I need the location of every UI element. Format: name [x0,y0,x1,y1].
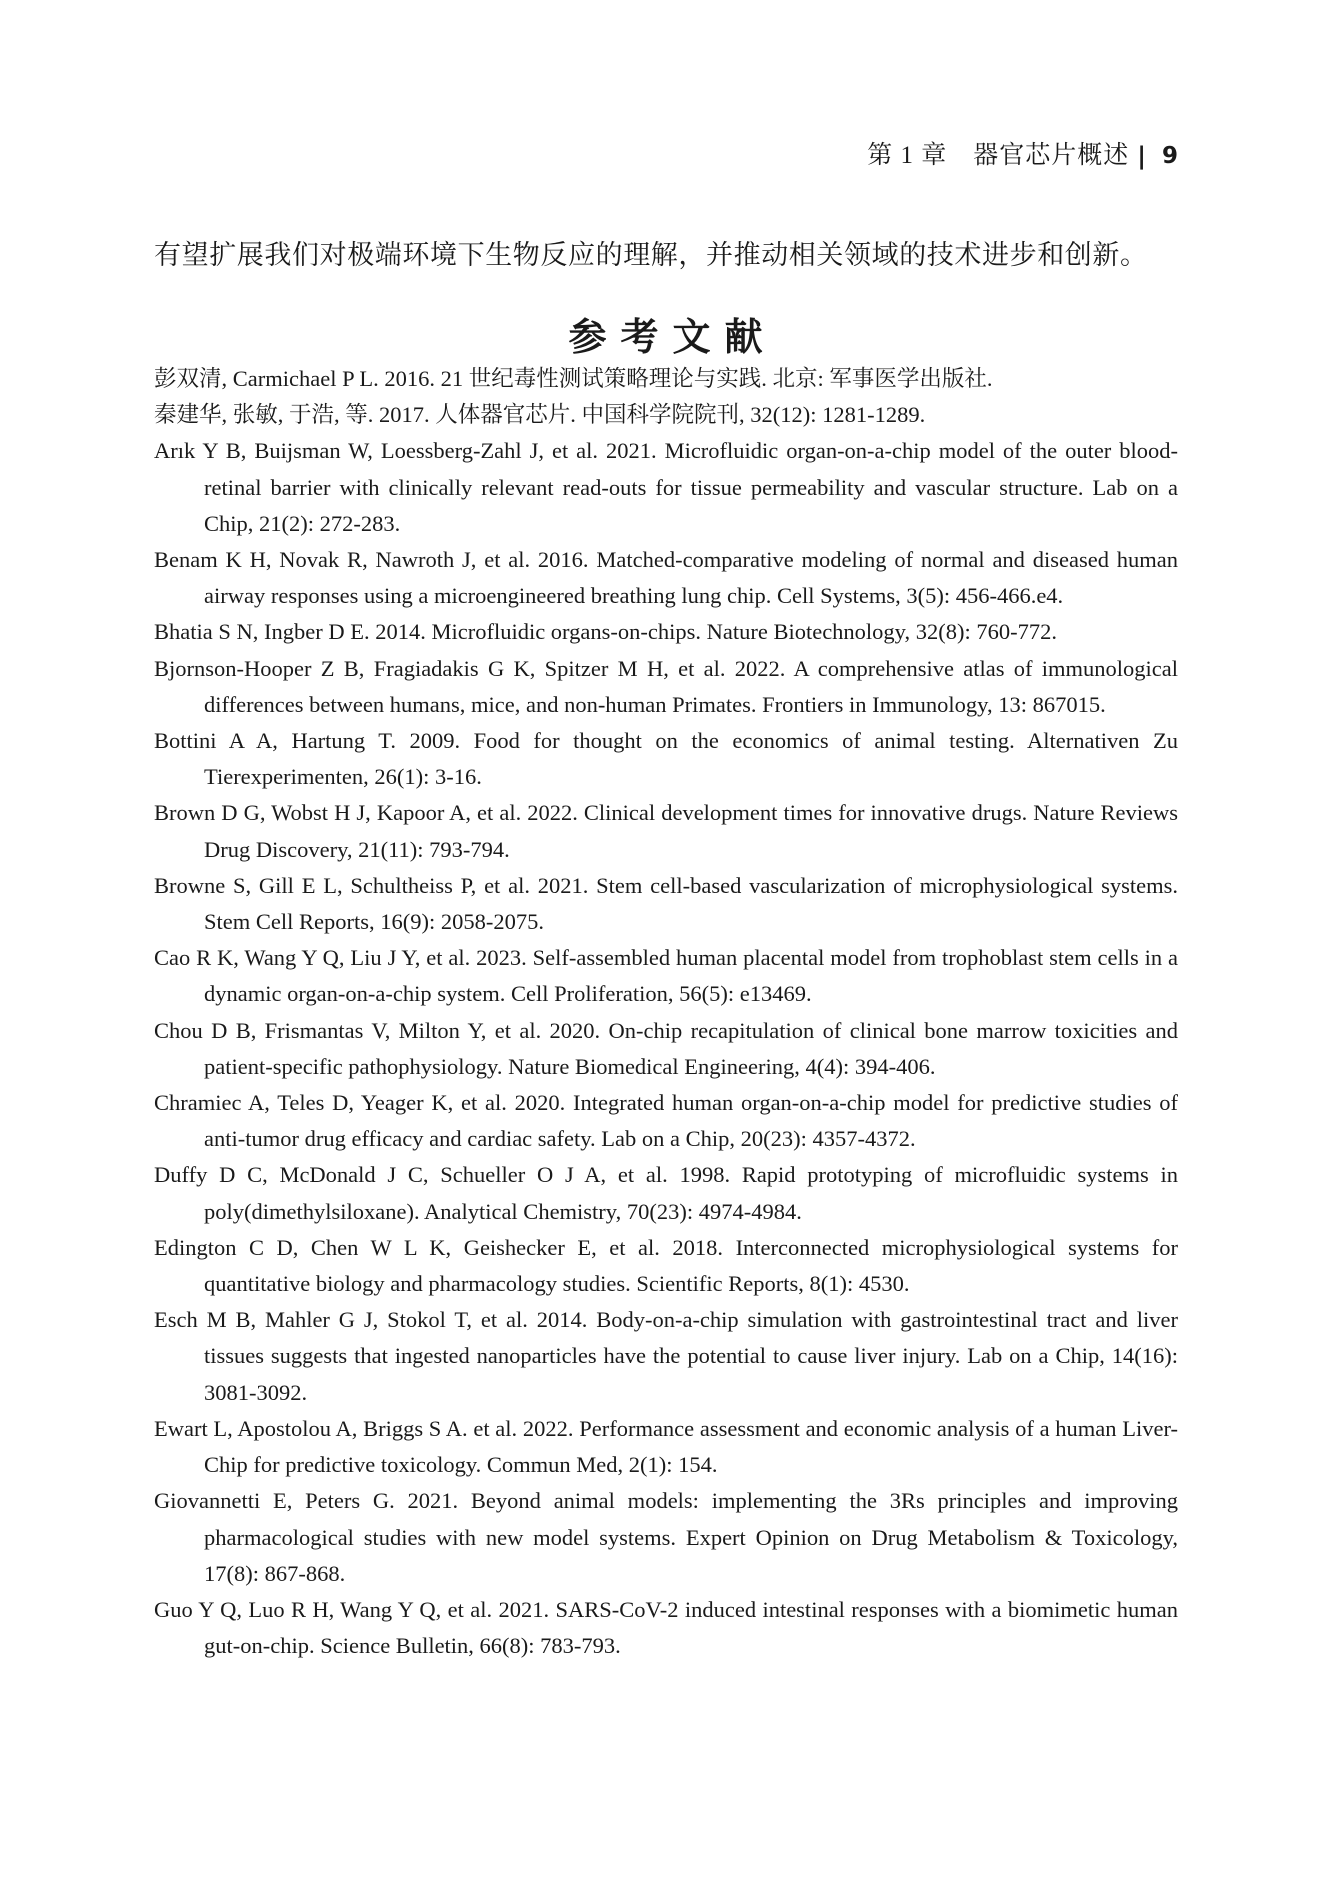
references-heading: 参考文献 [568,314,777,359]
reference-item: Duffy D C, McDonald J C, Schueller O J A, et al. 1998. Rapid prototyping of microfluidic systems in poly(dimethylsiloxane). Analytical Chemistry, 70(23): 4974-4984. [154,1162,1178,1224]
reference-item: Arık Y B, Buijsman W, Loessberg-Zahl J, et al. 2021. Microfluidic organ-on-a-chip model of the outer blood-retinal barrier with clinically relevant read-outs for tissue permeability and vascular structure. Lab on a Chip, 21(2): 272-283. [154,438,1178,536]
chapter-title: 第 1 章 器官芯片概述 [867,142,1130,169]
reference-item: 彭双清, Carmichael P L. 2016. 21 世纪毒性测试策略理论与实践. 北京: 军事医学出版社. [154,366,993,391]
reference-item: Edington C D, Chen W L K, Geishecker E, et al. 2018. Interconnected microphysiological systems for quantitative biology and pharmacology studies. Scientific Reports, 8(1): 4530. [154,1234,1178,1297]
header-separator: | [1137,142,1146,170]
reference-item: Cao R K, Wang Y Q, Liu J Y, et al. 2023. Self-assembled human placental model from trophoblast stem cells in a dynamic organ-on-a-chip system. Cell Proliferation, 56(5): e13469. [154,945,1178,1007]
reference-item: Chou D B, Frismantas V, Milton Y, et al. 2020. On-chip recapitulation of clinical bone marrow toxicities and patient-specific pathophysiology. Nature Biomedical Engineering, 4(4): 394-406. [154,1017,1178,1079]
reference-item: Chramiec A, Teles D, Yeager K, et al. 2020. Integrated human organ-on-a-chip model for predictive studies of anti-tumor drug efficacy and cardiac safety. Lab on a Chip, 20(23): 4357-4372. [154,1090,1178,1152]
reference-item: Bhatia S N, Ingber D E. 2014. Microfluidic organs-on-chips. Nature Biotechnology, 32(8): 760-772. [154,619,1057,645]
page-number: 9 [1161,143,1178,169]
reference-item: Browne S, Gill E L, Schultheiss P, et al. 2021. Stem cell-based vascularization of microphysiological systems. Stem Cell Reports, 16(9): 2058-2075. [154,872,1178,935]
body-paragraph: 有望扩展我们对极端环境下生物反应的理解，并推动相关领域的技术进步和创新。 [154,240,1148,270]
reference-item: Giovannetti E, Peters G. 2021. Beyond animal models: implementing the 3Rs principles and improving pharmacological studies with new model systems. Expert Opinion on Drug Metabolism & Toxicology, 17(8): 867-868. [154,1488,1178,1586]
reference-item: Esch M B, Mahler G J, Stokol T, et al. 2014. Body-on-a-chip simulation with gastrointestinal tract and liver tissues suggests that ingested nanoparticles have the potential to cause liver injury. Lab on a Chip, 14(16): 3081-3092. [154,1307,1178,1405]
reference-item: Ewart L, Apostolou A, Briggs S A. et al. 2022. Performance assessment and economic analysis of a human Liver-Chip for predictive toxicology. Commun Med, 2(1): 154. [154,1415,1178,1478]
reference-item: Guo Y Q, Luo R H, Wang Y Q, et al. 2021. SARS-CoV-2 induced intestinal responses with a biomimetic human gut-on-chip. Science Bulletin, 66(8): 783-793. [154,1596,1178,1659]
running-header [867,140,1178,172]
reference-item: 秦建华, 张敏, 于浩, 等. 2017. 人体器官芯片. 中国科学院院刊, 32(12): 1281-1289. [154,402,926,428]
reference-item: Bottini A A, Hartung T. 2009. Food for thought on the economics of animal testing. Alternativen Zu Tierexperimenten, 26(1): 3-16. [154,728,1178,790]
reference-item: Benam K H, Novak R, Nawroth J, et al. 2016. Matched-comparative modeling of normal and diseased human airway responses using a microengineered breathing lung chip. Cell Systems, 3(5): 456-466.e4. [154,547,1178,609]
reference-list [154,361,1178,1664]
reference-item: Bjornson-Hooper Z B, Fragiadakis G K, Spitzer M H, et al. 2022. A comprehensive atlas of immunological differences between humans, mice, and non-human Primates. Frontiers in Immunology, 13: 867015. [154,655,1178,717]
reference-item: Brown D G, Wobst H J, Kapoor A, et al. 2022. Clinical development times for innovative drugs. Nature Reviews Drug Discovery, 21(11): 793-794. [154,800,1178,862]
